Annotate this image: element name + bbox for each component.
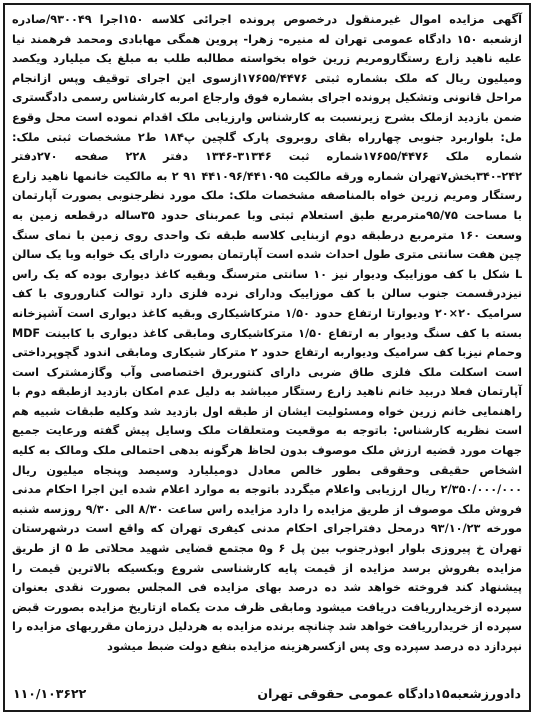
notice-issuer: دادورزشعبه۱۵دادگاه عمومی حقوقی تهران (257, 685, 521, 701)
notice-body: آگهی مزایده اموال غیرمنقول درخصوص پرونده اجرائی کلاسه ۱۵۰اجرا ۹۳۰۰۴۹/صادره ازشعبه ۱۵۰ دادگاه عمومی تهران له منیره- زهرا- پروین همگی مهابادی ومحمد فرهمند نیا علیه ناهید زارع رستگارومریم زرین خواه بخواسته مطالبه طلب به مبلغ یک میلیارد ویکصد ومیلیون ریال که ملک بشماره ثبتی ۱۷۶۵۵/۴۴۷۶ازسوی این اجرای توقیف وپس ازانجام مراحل قانونی وتشکیل پرونده اجرای بشماره فوق وارجاع امربه کارشناس رسمی دادگستری ضمن بازدید ازملک بشرح زیرنسبت به کارشناس وارزیابی ملک اقدام نموده است محل وقوع مل: بلواربرد جنوبی چهارراه بقای روبروی پارک گلچین پ۱۸۴ ط۲ مشخصات ثبتی ملک: شماره ملک ۱۷۶۵۵/۴۴۷۶شماره ثبت ۳۱۳۴۶-۱۳۴۶ دفتر ۲۲۸ صفحه ۲۷۰دفتر ۲۴۲-۳۴۰بخش۷تهران شماره ورقه مالکیت ۴۴۱۰۹۶/۴۴۱۰۹۵ ۹۱ ۲ به مالکیت خانمها ناهید زارع رستگار ومریم زرین خواه بالمناصفه مشخصات ملک: ملک مورد نظرجنوبی بصورت آپارتمان با مساحت ۹۵/۷۵مترمربع طبق استعلام ثبتی وبا عمربنای حدود ۳۵ساله درقطعه زمین به وسعت ۱۶۰ مترمربع درطبقه دوم ازبنایی کلاسه طبقه تک واحدی روی زمین با نمای سنگ چین هفت سانتی متری طول احداث شده است آپارتمان بصورت دارای یک خوابه وبا یک سالن L شکل با کف موزاییک ودیوار نیز ۱۰ سانتی مترسنگ وبقیه کاغذ دیواری بوده که یک راس نیزدرقسمت جنوب سالن با کف موزاییک ودارای نرده فلزی دارد توالت کناروروی با کف سرامیک ۲۰×۲۰ ودیوارتا ارتفاع حدود ۱/۵۰ مترکاشیکاری وبقیه کاغذ دیواری است آشپزخانه بسته با کف سنگ ودیوار به ارتفاع ۱/۵۰ مترکاشیکاری ومابقی کاغذ دیواری با کابینت MDF وحمام نیزبا کف سرامیک ودیواربه ارتفاع حدود ۲ مترکار شیکاری ومابقی اندود گچوپرداختی است اسکلت ملک فلزی طاق ضربی دارای کنتوربرق اختصاصی وآب وگازمشترک است آپارتمان فعلا دربید خانم ناهید زارع رستگار میباشد به دلیل عدم امکان بازدید ازطبقه دوم با راهنمایی خانم زرین خواه ومسئولیت ایشان از طبقه اول بازدید شد وکلیه طبقات شبیه هم است نظریه کارشناس: باتوجه به موقعیت ومتعلقات ملک وسایل پیش گفته ورعایت جمیع جهات مورد قضیه ارزش ملک موصوف بدون لحاظ هرگونه بدهی احتمالی ملک ومالک به کلیه اشخاص حقیقی وحقوقی بطور خالص معادل دومیلیارد وسیصد وپنجاه میلیون ریال ۲/۳۵۰/۰۰۰/۰۰۰ ریال ارزیابی واعلام میگردد باتوجه به موارد اعلام شده این اجرا احکام مدنی فروش ملک موصوف از طریق مزایده را دارد مزایده راس ساعت ۸/۳۰ الی ۹/۳۰ روزسه شنبه مورخه ۹۳/۱۰/۲۳ درمحل دفتراجرای احکام مدنی کیفری تهران که واقع است درشهرستان تهران خ پیروزی بلوار ابوذرجنوب بین پل ۶ و۵ مجتمع قضایی شهید محلاتی ط ۵ از طریق مزایده بفروش برسد مزایده از قیمت پایه کارشناسی شروع وبکسیکه بالاترین قیمت را پیشنهاد کند فروخته خواهد شد ده درصد بهای مزایده فی المجلس بصورت نقدی بعنوان سپرده ازخریدارریافت دریافت میشود ومابقی ظرف مدت یکماه ازتاریخ مزایده بصورت قبض سپرده از خریدارریافت خواهد شد چنانچه برنده مزایده به هردلیل درزمان مقرربهای مزایده را نپردازد ده درصد سپرده وی پس ازکسرهزینه مزایده بنفع دولت ضبط میشود (12, 13, 523, 653)
auction-notice (3, 3, 531, 712)
notice-footer (13, 682, 521, 704)
notice-code: ۱۱۰/۱۰۳۶۲۲ (13, 685, 87, 701)
